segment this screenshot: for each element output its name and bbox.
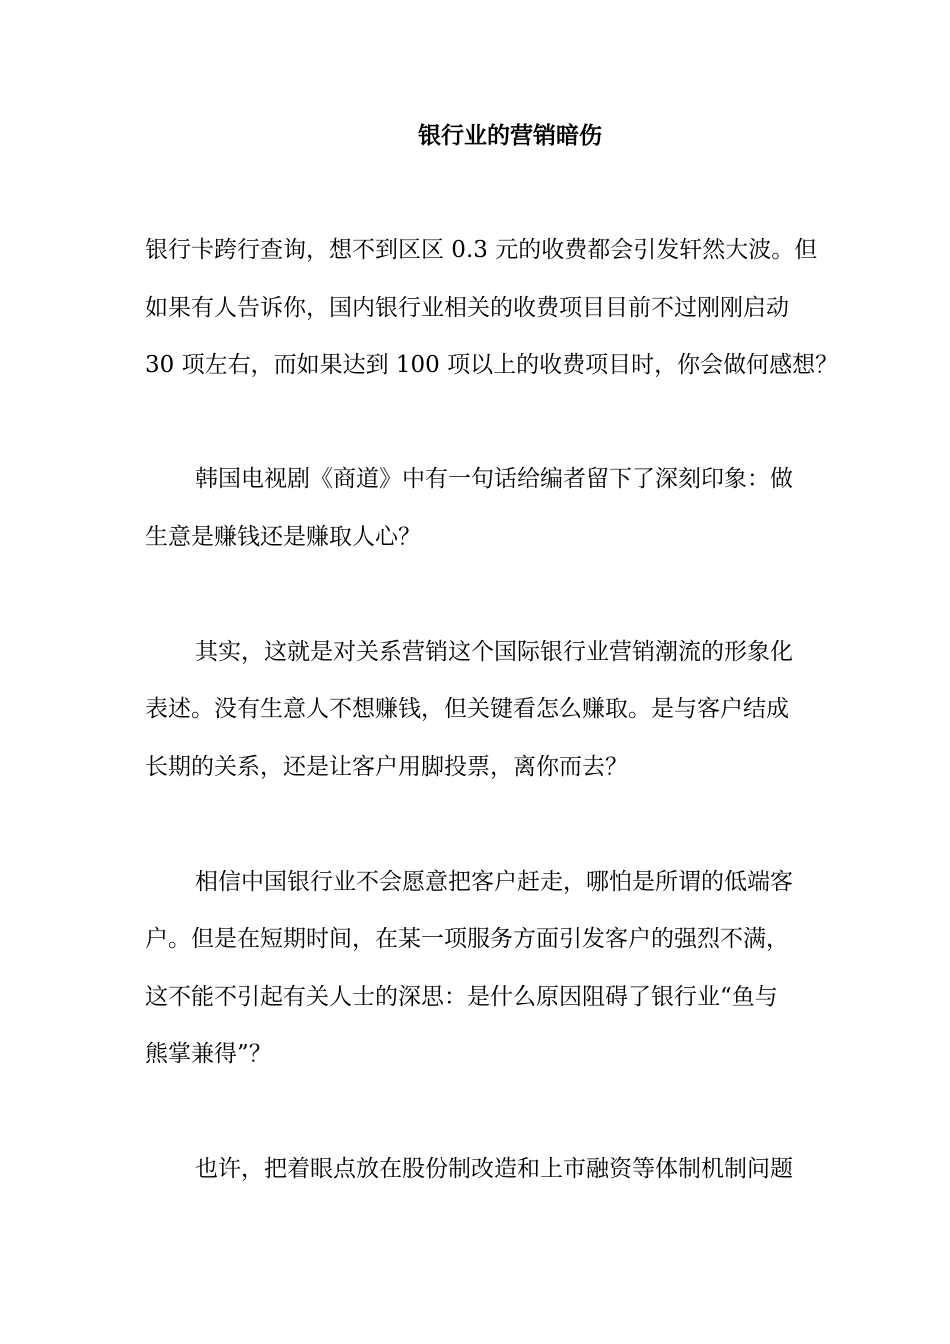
paragraph-1-line-1: 银行卡跨行查询，想不到区区 0.3 元的收费都会引发轩然大波。但: [145, 237, 818, 263]
paragraph-3-line-1: 其实，这就是对关系营销这个国际银行业营销潮流的形象化: [195, 639, 793, 665]
paragraph-2-line-1: 韩国电视剧《商道》中有一句话给编者留下了深刻印象：做: [195, 466, 793, 492]
paragraph-3-line-3: 长期的关系，还是让客户用脚投票，离你而去？: [145, 754, 628, 780]
paragraph-5-line-1: 也许，把着眼点放在股份制改造和上市融资等体制机制问题: [195, 1156, 793, 1182]
paragraph-3-line-2: 表述。没有生意人不想赚钱，但关键看怎么赚取。是与客户结成: [145, 696, 789, 722]
document-title: 银行业的营销暗伤: [418, 122, 602, 149]
paragraph-2-line-2: 生意是赚钱还是赚取人心？: [145, 524, 421, 550]
paragraph-1-line-3: 30 项左右，而如果达到 100 项以上的收费项目时，你会做何感想？: [145, 352, 839, 378]
paragraph-4-line-2: 户。但是在短期时间，在某一项服务方面引发客户的强烈不满，: [145, 926, 789, 952]
paragraph-4-line-3: 这不能不引起有关人士的深思：是什么原因阻碍了银行业“鱼与: [145, 984, 778, 1010]
paragraph-4-line-4: 熊掌兼得”？: [145, 1041, 272, 1067]
paragraph-1-line-2: 如果有人告诉你，国内银行业相关的收费项目目前不过刚刚启动: [145, 295, 789, 321]
paragraph-4-line-1: 相信中国银行业不会愿意把客户赶走，哪怕是所谓的低端客: [195, 869, 793, 895]
